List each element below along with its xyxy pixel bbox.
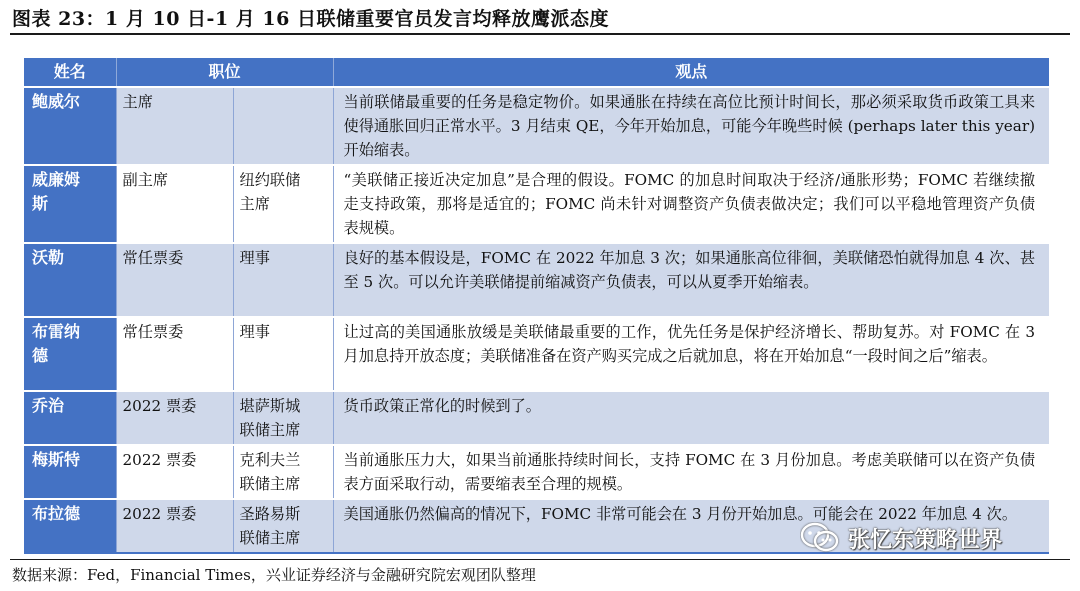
official-branch: 克利夫兰 联储主席 (233, 445, 333, 499)
official-view: 让过高的美国通胀放缓是美联储最重要的工作，优先任务是保护经济增长、帮助复苏。对 FOMC 在 3 月加息持开放态度；美联储准备在资产购买完成之后就加息，将在开始加息“一段时间之后”缩表。 (333, 317, 1049, 391)
official-name: 乔治 (24, 391, 116, 445)
header-name: 姓名 (24, 58, 116, 87)
official-view: 当前联储最重要的任务是稳定物价。如果通胀在持续在高位比预计时间长，那必须采取货币政策工具来使得通胀回归正常水平。3 月结束 QE，今年开始加息，可能今年晚些时候 (perhaps later this year) 开始缩表。 (333, 87, 1049, 165)
official-name: 鲍威尔 (24, 87, 116, 165)
official-role: 2022 票委 (116, 445, 233, 499)
table-row (24, 391, 1049, 445)
watermark-text: 张忆东策略世界 (848, 527, 1003, 553)
table-row (24, 87, 1049, 165)
official-branch: 堪萨斯城 联储主席 (233, 391, 333, 445)
official-role: 常任票委 (116, 243, 233, 317)
official-name: 梅斯特 (24, 445, 116, 499)
official-role: 主席 (116, 87, 233, 165)
header-position: 职位 (116, 58, 333, 87)
official-name: 布雷纳 德 (24, 317, 116, 391)
official-view: 美国通胀仍然偏高的情况下，FOMC 非常可能会在 3 月份开始加息。可能会在 2022 年加息 4 次。 (333, 499, 1049, 553)
table-row (24, 445, 1049, 499)
header-view: 观点 (333, 58, 1049, 87)
official-branch: 理事 (233, 317, 333, 391)
official-name: 沃勒 (24, 243, 116, 317)
source-note: 数据来源：Fed，Financial Times，兴业证券经济与金融研究院宏观团队整理 (12, 566, 536, 584)
official-role: 2022 票委 (116, 499, 233, 553)
table-header-row (24, 58, 1049, 87)
official-branch: 理事 (233, 243, 333, 317)
official-role: 常任票委 (116, 317, 233, 391)
source-divider (10, 559, 1070, 560)
official-branch: 圣路易斯 联储主席 (233, 499, 333, 553)
official-view: 良好的基本假设是，FOMC 在 2022 年加息 3 次；如果通胀高位徘徊，美联储恐怕就得加息 4 次、甚至 5 次。可以允许美联储提前缩减资产负债表，可以从夏季开始缩表。 (333, 243, 1049, 317)
official-branch (233, 87, 333, 165)
officials-table (24, 58, 1049, 554)
official-view: “美联储正接近决定加息”是合理的假设。FOMC 的加息时间取决于经济/通胀形势；FOMC 若继续撤走支持政策，那将是适宜的；FOMC 尚未针对调整资产负债表做决定；我们可以平稳地管理资产负债表规模。 (333, 165, 1049, 243)
official-role: 2022 票委 (116, 391, 233, 445)
official-name: 布拉德 (24, 499, 116, 553)
official-view: 当前通胀压力大，如果当前通胀持续时间长，支持 FOMC 在 3 月份加息。考虑美联储可以在资产负债表方面采取行动，需要缩表至合理的规模。 (333, 445, 1049, 499)
wechat-icon (800, 522, 840, 554)
table-row (24, 317, 1049, 391)
official-name: 威廉姆 斯 (24, 165, 116, 243)
table-row (24, 165, 1049, 243)
table-row (24, 243, 1049, 317)
official-role: 副主席 (116, 165, 233, 243)
official-branch: 纽约联储 主席 (233, 165, 333, 243)
figure-title: 图表 23：1 月 10 日-1 月 16 日联储重要官员发言均释放鹰派态度 (12, 8, 609, 30)
watermark (800, 522, 1002, 554)
official-view: 货币政策正常化的时候到了。 (333, 391, 1049, 445)
title-divider (10, 33, 1070, 35)
